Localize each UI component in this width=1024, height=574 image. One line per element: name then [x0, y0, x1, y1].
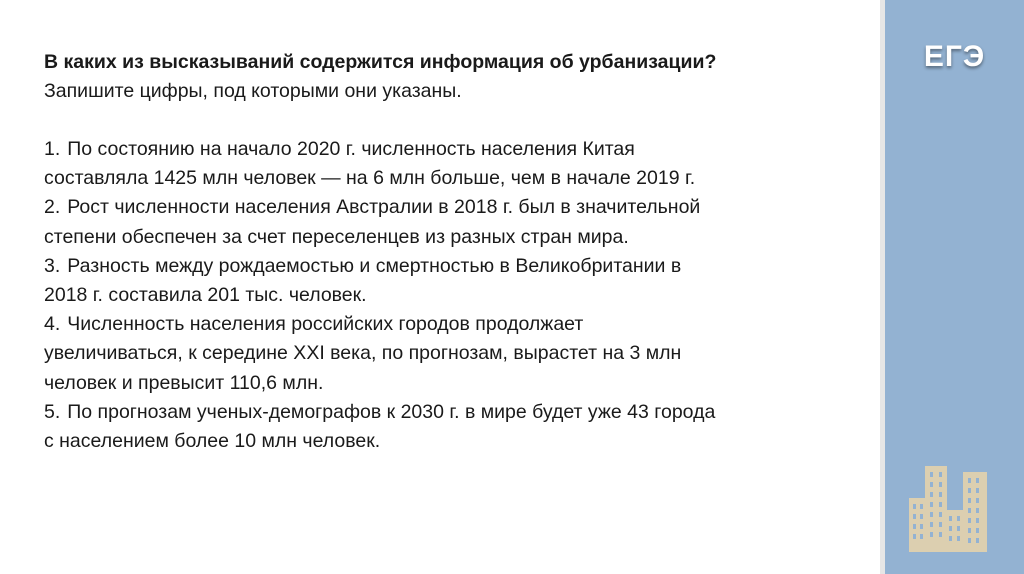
- statement-number: 3.: [44, 254, 61, 277]
- statement-2: [44, 193, 874, 251]
- statement-number: 2.: [44, 196, 61, 219]
- statement-number: 4.: [44, 313, 61, 336]
- city-buildings-icon: [909, 462, 987, 552]
- statement-text: Численность населения российских городов продолжает: [67, 313, 584, 336]
- statement-text: степени обеспечен за счет переселенцев из разных стран мира.: [44, 225, 629, 248]
- question-title: В каких из высказываний содержится информация об урбанизации?: [44, 51, 717, 73]
- statement-text: По прогнозам ученых-демографов к 2030 г. в мире будет уже 43 города: [67, 400, 716, 423]
- statement-text: с населением более 10 млн человек.: [44, 430, 381, 453]
- statement-text: Рост численности населения Австралии в 2018 г. был в значительной: [67, 196, 701, 219]
- statement-text: увеличиваться, к середине XXI века, по прогнозам, вырастет на 3 млн: [44, 342, 682, 365]
- exam-badge: ЕГЭ: [923, 40, 986, 73]
- slide-content: [44, 48, 874, 456]
- statement-text: 2018 г. составила 201 тыс. человек.: [44, 284, 367, 307]
- statement-text: По состоянию на начало 2020 г. численность населения Китая: [67, 138, 635, 160]
- question-subtitle: Запишите цифры, под которыми они указаны.: [44, 80, 462, 102]
- statement-number: 1.: [44, 138, 61, 160]
- statement-text: Разность между рождаемостью и смертностью в Великобритании в: [67, 254, 682, 277]
- side-panel: [885, 0, 1024, 574]
- statement-number: 5.: [44, 400, 61, 423]
- statements-list: [44, 135, 874, 456]
- statement-3: [44, 252, 874, 310]
- statement-text: составляла 1425 млн человек — на 6 млн больше, чем в начале 2019 г.: [44, 167, 696, 190]
- statement-4: [44, 310, 874, 398]
- statement-text: человек и превысит 110,6 млн.: [44, 371, 324, 394]
- statement-1: [44, 135, 874, 193]
- statement-5: [44, 398, 874, 456]
